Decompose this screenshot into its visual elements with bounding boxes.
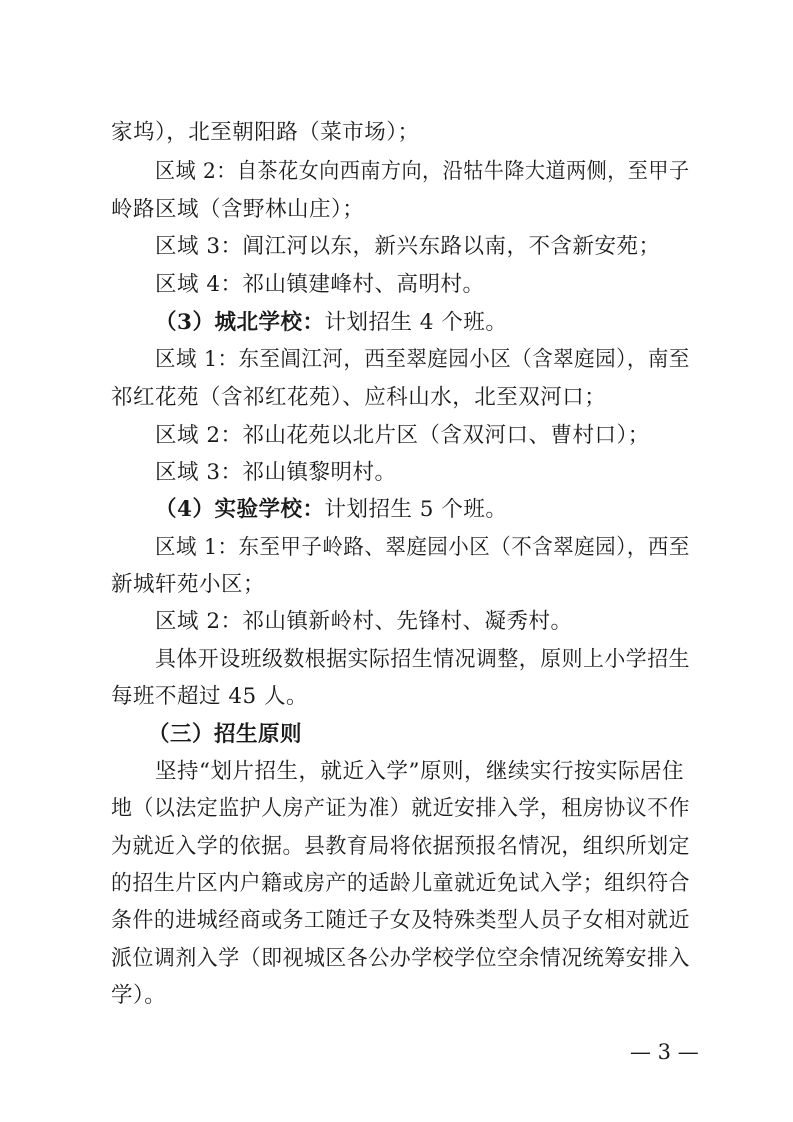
section-heading: （3）城北学校： [155, 310, 325, 335]
text-line [155, 607, 573, 637]
text-line [111, 944, 690, 974]
line-text: 区域 3：祁山镇黎明村。 [155, 460, 397, 485]
text-line [111, 906, 690, 936]
text-line [155, 270, 485, 300]
section-heading: （三）招生原则 [148, 722, 303, 747]
text-line [155, 458, 397, 488]
text-line [111, 869, 690, 899]
text-line [155, 345, 690, 375]
line-text: 的招生片区内户籍或房产的适龄儿童就近免试入学；组织符合 [111, 871, 690, 896]
text-line [111, 118, 420, 148]
text-line [148, 720, 302, 750]
line-text: 地（以法定监护人房产证为准）就近安排入学，租房协议不作 [111, 796, 690, 821]
line-text: 坚持“划片招生，就近入学”原则，继续实行按实际居住 [155, 759, 684, 784]
line-text: 家坞），北至朝阳路（菜市场）； [111, 120, 420, 145]
text-line [155, 157, 690, 187]
line-text: 祁红花苑（含祁红花苑）、应科山水，北至双河口； [111, 385, 607, 410]
text-line [155, 232, 661, 262]
text-line [111, 195, 364, 225]
line-text: 新城轩苑小区； [111, 572, 266, 597]
line-text: 区域 3：阊江河以东，新兴东路以南，不含新安苑； [155, 234, 661, 259]
section-heading: （4）实验学校： [155, 497, 325, 522]
line-text: 区域 1：东至阊江河，西至翠庭园小区（含翠庭园），南至 [155, 347, 690, 372]
line-text: 区域 2：自茶花女向西南方向，沿牯牛降大道两侧，至甲子 [155, 159, 690, 184]
text-line [155, 421, 650, 451]
line-text: 区域 1：东至甲子岭路、翠庭园小区（不含翠庭园），西至 [155, 535, 690, 560]
line-text: 区域 2：祁山花苑以北片区（含双河口、曹村口）； [155, 423, 650, 448]
text-line [155, 308, 507, 338]
line-text: 区域 4：祁山镇建峰村、高明村。 [155, 272, 485, 297]
text-line [111, 682, 308, 712]
text-line [111, 794, 690, 824]
line-text: 计划招生 4 个班。 [324, 310, 508, 335]
line-text: 区域 2：祁山镇新岭村、先锋村、凝秀村。 [155, 609, 573, 634]
text-line [111, 570, 265, 600]
text-line [111, 981, 166, 1011]
text-line [111, 832, 690, 862]
text-line [155, 757, 684, 787]
line-text: 条件的进城经商或务工随迁子女及特殊类型人员子女相对就近 [111, 908, 690, 933]
line-text: 计划招生 5 个班。 [324, 497, 508, 522]
line-text: 每班不超过 45 人。 [111, 684, 309, 709]
page-number: — 3 — [630, 1040, 699, 1064]
line-text: 为就近入学的依据。县教育局将依据预报名情况，组织所划定 [111, 834, 690, 859]
text-line [155, 645, 690, 675]
line-text: 具体开设班级数根据实际招生情况调整，原则上小学招生 [155, 647, 691, 672]
text-line [155, 495, 507, 525]
line-text: 派位调剂入学（即视城区各公办学校学位空余情况统筹安排入 [111, 946, 690, 971]
text-line [155, 533, 690, 563]
line-text: 岭路区域（含野林山庄）； [111, 197, 365, 222]
line-text: 学）。 [111, 983, 167, 1008]
text-line [111, 383, 606, 413]
